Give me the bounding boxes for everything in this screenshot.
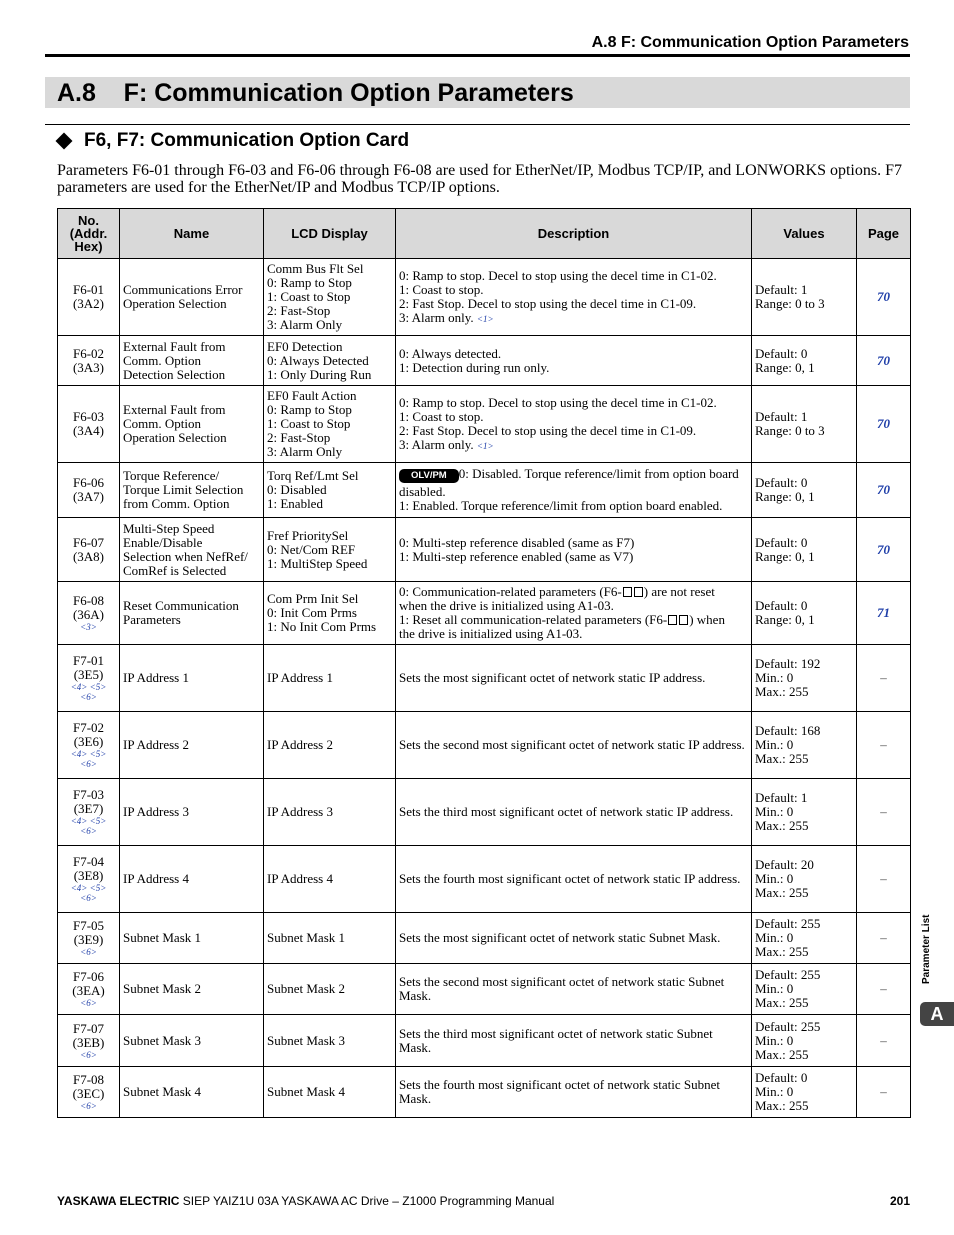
param-number-cell (58, 1015, 120, 1067)
placeholder-box-icon (634, 587, 643, 597)
description-cell (396, 1067, 752, 1118)
param-number: F6-03 (3A4) (72, 409, 105, 438)
lcd-display: EF0 Detection 0: Always Detected 1: Only During Run (264, 336, 396, 386)
table-row (58, 645, 911, 712)
lcd-display: IP Address 1 (264, 645, 396, 712)
description: 0: Ramp to stop. Decel to stop using the decel time in C1-02. 1: Coast to stop. 2: Fast Stop. Decel to stop using the decel time in C1-09. 3: Alarm only. (399, 268, 717, 325)
header-rule (45, 54, 910, 57)
lcd-display: Comm Bus Flt Sel 0: Ramp to Stop 1: Coast to Stop 2: Fast-Stop 3: Alarm Only (264, 259, 396, 336)
param-name: Subnet Mask 4 (120, 1067, 264, 1118)
page-cell (857, 1015, 911, 1067)
description: 0: Always detected. 1: Detection during run only. (399, 345, 550, 375)
param-name: IP Address 3 (120, 779, 264, 846)
param-number: F7-05 (3E9) (72, 918, 105, 947)
param-name: IP Address 1 (120, 645, 264, 712)
description-cell (396, 846, 752, 913)
page-none: – (880, 670, 887, 685)
param-number-cell (58, 518, 120, 582)
lcd-display: IP Address 2 (264, 712, 396, 779)
page-cell (857, 259, 911, 336)
section-banner (45, 77, 910, 108)
page-link[interactable]: 70 (877, 416, 890, 431)
lcd-display: EF0 Fault Action 0: Ramp to Stop 1: Coast to Stop 2: Fast-Stop 3: Alarm Only (264, 386, 396, 463)
table-row (58, 336, 911, 386)
table-body (58, 259, 911, 1118)
side-tab-label: Parameter List (921, 914, 932, 984)
description-cell (396, 712, 752, 779)
description: Sets the second most significant octet of network static IP address. (399, 737, 745, 752)
page-none: – (880, 1032, 887, 1048)
page-cell (857, 712, 911, 779)
param-number-cell (58, 259, 120, 336)
description-cell (396, 913, 752, 964)
description-cell (396, 645, 752, 712)
lcd-display: Subnet Mask 2 (264, 964, 396, 1015)
footnote-ref[interactable]: <4> <5> <6> (70, 816, 107, 836)
param-values: Default: 1 Min.: 0 Max.: 255 (752, 779, 857, 846)
placeholder-box-icon (623, 587, 632, 597)
description: Sets the third most significant octet of network static Subnet Mask. (399, 1025, 713, 1055)
subsection-title: F6, F7: Communication Option Card (84, 130, 410, 151)
param-values: Default: 255 Min.: 0 Max.: 255 (752, 964, 857, 1015)
param-values: Default: 255 Min.: 0 Max.: 255 (752, 913, 857, 964)
parameter-table (57, 208, 911, 1118)
param-number-cell (58, 964, 120, 1015)
param-name: IP Address 2 (120, 712, 264, 779)
param-number-cell (58, 913, 120, 964)
page-cell (857, 386, 911, 463)
param-number-cell (58, 846, 120, 913)
param-values: Default: 0 Range: 0, 1 (752, 518, 857, 582)
header-page: Page (857, 209, 911, 259)
lcd-display: IP Address 4 (264, 846, 396, 913)
table-row (58, 779, 911, 846)
param-number-cell (58, 386, 120, 463)
header-lcd: LCD Display (264, 209, 396, 259)
table-row (58, 582, 911, 645)
param-number: F6-02 (3A3) (72, 345, 105, 375)
param-number: F7-04 (3E8) (72, 854, 105, 883)
param-number: F6-07 (3A8) (72, 534, 105, 564)
param-name: External Fault from Comm. Option Operation Selection (120, 386, 264, 463)
param-name: Subnet Mask 2 (120, 964, 264, 1015)
page-link[interactable]: 71 (877, 605, 890, 620)
lcd-display: Torq Ref/Lmt Sel 0: Disabled 1: Enabled (264, 463, 396, 518)
lcd-display: Subnet Mask 1 (264, 913, 396, 964)
footnote-ref[interactable]: <3> (80, 622, 97, 632)
param-name: Reset Communication Parameters (120, 582, 264, 645)
header-no: No. (Addr. Hex) (58, 209, 120, 259)
intro-paragraph: Parameters F6-01 through F6-03 and F6-06 through F6-08 are used for EtherNet/IP, Modbus TCP/IP, and LONWORKS options. F7 parameters are used for the EtherNet/IP and Modbus TCP/IP options. (57, 162, 902, 196)
control-mode-badge: OLV/PM (399, 469, 459, 483)
table-row (58, 1067, 911, 1118)
side-tab-letter: A (920, 1002, 954, 1026)
param-number-cell (58, 336, 120, 386)
page-cell (857, 964, 911, 1015)
subsection-rule (45, 124, 910, 125)
page-footer (57, 1194, 910, 1208)
description-cell (396, 386, 752, 463)
table-row (58, 964, 911, 1015)
page-none: – (880, 1084, 887, 1099)
param-name: Multi-Step Speed Enable/Disable Selection when NefRef/ ComRef is Selected (120, 518, 264, 582)
description: 0: Disabled. Torque reference/limit from option board disabled. 1: Enabled. Torque reference/limit from option board enabled. (399, 466, 739, 513)
table-row (58, 259, 911, 336)
table-row (58, 712, 911, 779)
param-values: Default: 168 Min.: 0 Max.: 255 (752, 712, 857, 779)
page-none: – (880, 871, 887, 886)
lcd-display: Subnet Mask 4 (264, 1067, 396, 1118)
description-cell (396, 779, 752, 846)
subsection-heading (56, 130, 409, 152)
param-values: Default: 0 Min.: 0 Max.: 255 (752, 1067, 857, 1118)
param-number: F7-03 (3E7) (72, 787, 105, 816)
lcd-display: IP Address 3 (264, 779, 396, 846)
param-number-cell (58, 779, 120, 846)
page-none: – (880, 981, 887, 996)
param-name: IP Address 4 (120, 846, 264, 913)
table-row (58, 463, 911, 518)
lcd-display: Com Prm Init Sel 0: Init Com Prms 1: No Init Com Prms (264, 582, 396, 645)
page-cell (857, 463, 911, 518)
param-values: Default: 0 Range: 0, 1 (752, 582, 857, 645)
param-values: Default: 255 Min.: 0 Max.: 255 (752, 1015, 857, 1067)
param-number-cell (58, 712, 120, 779)
param-number-cell (58, 645, 120, 712)
placeholder-box-icon (668, 615, 677, 625)
param-values: Default: 1 Range: 0 to 3 (752, 386, 857, 463)
footer-doc-title: SIEP YAIZ1U 03A YASKAWA AC Drive – Z1000 Programming Manual (179, 1194, 555, 1208)
page-cell (857, 645, 911, 712)
page-cell (857, 846, 911, 913)
description-cell (396, 964, 752, 1015)
running-head: A.8 F: Communication Option Parameters (591, 34, 909, 51)
page-link[interactable]: 70 (877, 541, 890, 557)
header-name: Name (120, 209, 264, 259)
description-cell (396, 336, 752, 386)
description: Sets the most significant octet of network static IP address. (399, 670, 706, 685)
page-cell (857, 518, 911, 582)
table-row (58, 1015, 911, 1067)
placeholder-box-icon (679, 615, 688, 625)
param-number: F6-01 (3A2) (72, 282, 105, 311)
footnote-ref[interactable]: <4> <5> <6> (70, 883, 107, 903)
page-cell (857, 913, 911, 964)
description: 0: Multi-step reference disabled (same as F7) 1: Multi-step reference enabled (same as V7) (399, 534, 635, 564)
table-header-row (58, 209, 911, 259)
lcd-display: Fref PrioritySel 0: Net/Com REF 1: MultiStep Speed (264, 518, 396, 582)
page-number: 201 (889, 1194, 910, 1208)
description: Sets the fourth most significant octet of network static IP address. (399, 871, 741, 886)
param-number: F7-07 (3EB) (72, 1020, 105, 1050)
param-values: Default: 1 Range: 0 to 3 (752, 259, 857, 336)
page-none: – (880, 804, 887, 819)
param-name: External Fault from Comm. Option Detection Selection (120, 336, 264, 386)
param-values: Default: 192 Min.: 0 Max.: 255 (752, 645, 857, 712)
header-values: Values (752, 209, 857, 259)
footnote-ref[interactable]: <6> (80, 1049, 97, 1060)
description-cell (396, 518, 752, 582)
diamond-bullet-icon (56, 133, 73, 150)
param-name: Torque Reference/ Torque Limit Selection from Comm. Option (120, 463, 264, 518)
description-cell (396, 582, 752, 645)
page-none: – (880, 930, 887, 945)
param-number-cell (58, 463, 120, 518)
page-cell (857, 1067, 911, 1118)
lcd-display: Subnet Mask 3 (264, 1015, 396, 1067)
page-link[interactable]: 70 (877, 482, 890, 497)
page-cell (857, 779, 911, 846)
description-cell (396, 463, 752, 518)
table-row (58, 913, 911, 964)
param-name: Subnet Mask 3 (120, 1015, 264, 1067)
page-link[interactable]: 70 (877, 352, 890, 368)
description-cell (396, 1015, 752, 1067)
footnote-ref[interactable]: <4> <5> <6> (70, 682, 107, 702)
param-number: F7-01 (3E5) (72, 653, 105, 682)
param-number-cell (58, 582, 120, 645)
description: Sets the most significant octet of network static Subnet Mask. (399, 930, 721, 945)
description: 0: Communication-related parameters (F6- ) are not reset when the drive is initialized using A1-03. 1: Reset all communication-related parameters (F6- ) when the drive is initialized using A1-03. (399, 584, 725, 641)
table-row (58, 386, 911, 463)
description-cell (396, 259, 752, 336)
footnote-ref[interactable]: <1> (476, 314, 494, 324)
param-number-cell (58, 1067, 120, 1118)
param-number: F6-08 (36A) (72, 593, 105, 622)
table-row (58, 846, 911, 913)
param-number: F7-02 (3E6) (72, 720, 105, 749)
footnote-ref[interactable]: <6> (80, 1101, 97, 1111)
footnote-ref[interactable]: <1> (476, 441, 494, 451)
param-values: Default: 20 Min.: 0 Max.: 255 (752, 846, 857, 913)
param-number: F7-08 (3EC) (72, 1072, 105, 1101)
description: Sets the second most significant octet of network static Subnet Mask. (399, 974, 725, 1003)
footnote-ref[interactable]: <6> (80, 947, 97, 957)
param-name: Subnet Mask 1 (120, 913, 264, 964)
page-cell (857, 336, 911, 386)
page-none: – (880, 737, 887, 752)
param-values: Default: 0 Range: 0, 1 (752, 336, 857, 386)
footer-brand: YASKAWA ELECTRIC (57, 1194, 180, 1208)
footnote-ref[interactable]: <6> (80, 998, 97, 1008)
section-title: A.8 F: Communication Option Parameters (57, 79, 574, 107)
param-number: F7-06 (3EA) (72, 969, 105, 998)
description: Sets the third most significant octet of network static IP address. (399, 804, 734, 819)
param-name: Communications Error Operation Selection (120, 259, 264, 336)
param-values: Default: 0 Range: 0, 1 (752, 463, 857, 518)
description: 0: Ramp to stop. Decel to stop using the decel time in C1-02. 1: Coast to stop. 2: Fast Stop. Decel to stop using the decel time in C1-09. 3: Alarm only. (399, 395, 717, 452)
header-description: Description (396, 209, 752, 259)
page-cell (857, 582, 911, 645)
table-row (58, 518, 911, 582)
footnote-ref[interactable]: <4> <5> <6> (70, 749, 107, 769)
page-link[interactable]: 70 (877, 289, 890, 304)
description: Sets the fourth most significant octet of network static Subnet Mask. (399, 1077, 720, 1106)
param-number: F6-06 (3A7) (72, 475, 105, 504)
